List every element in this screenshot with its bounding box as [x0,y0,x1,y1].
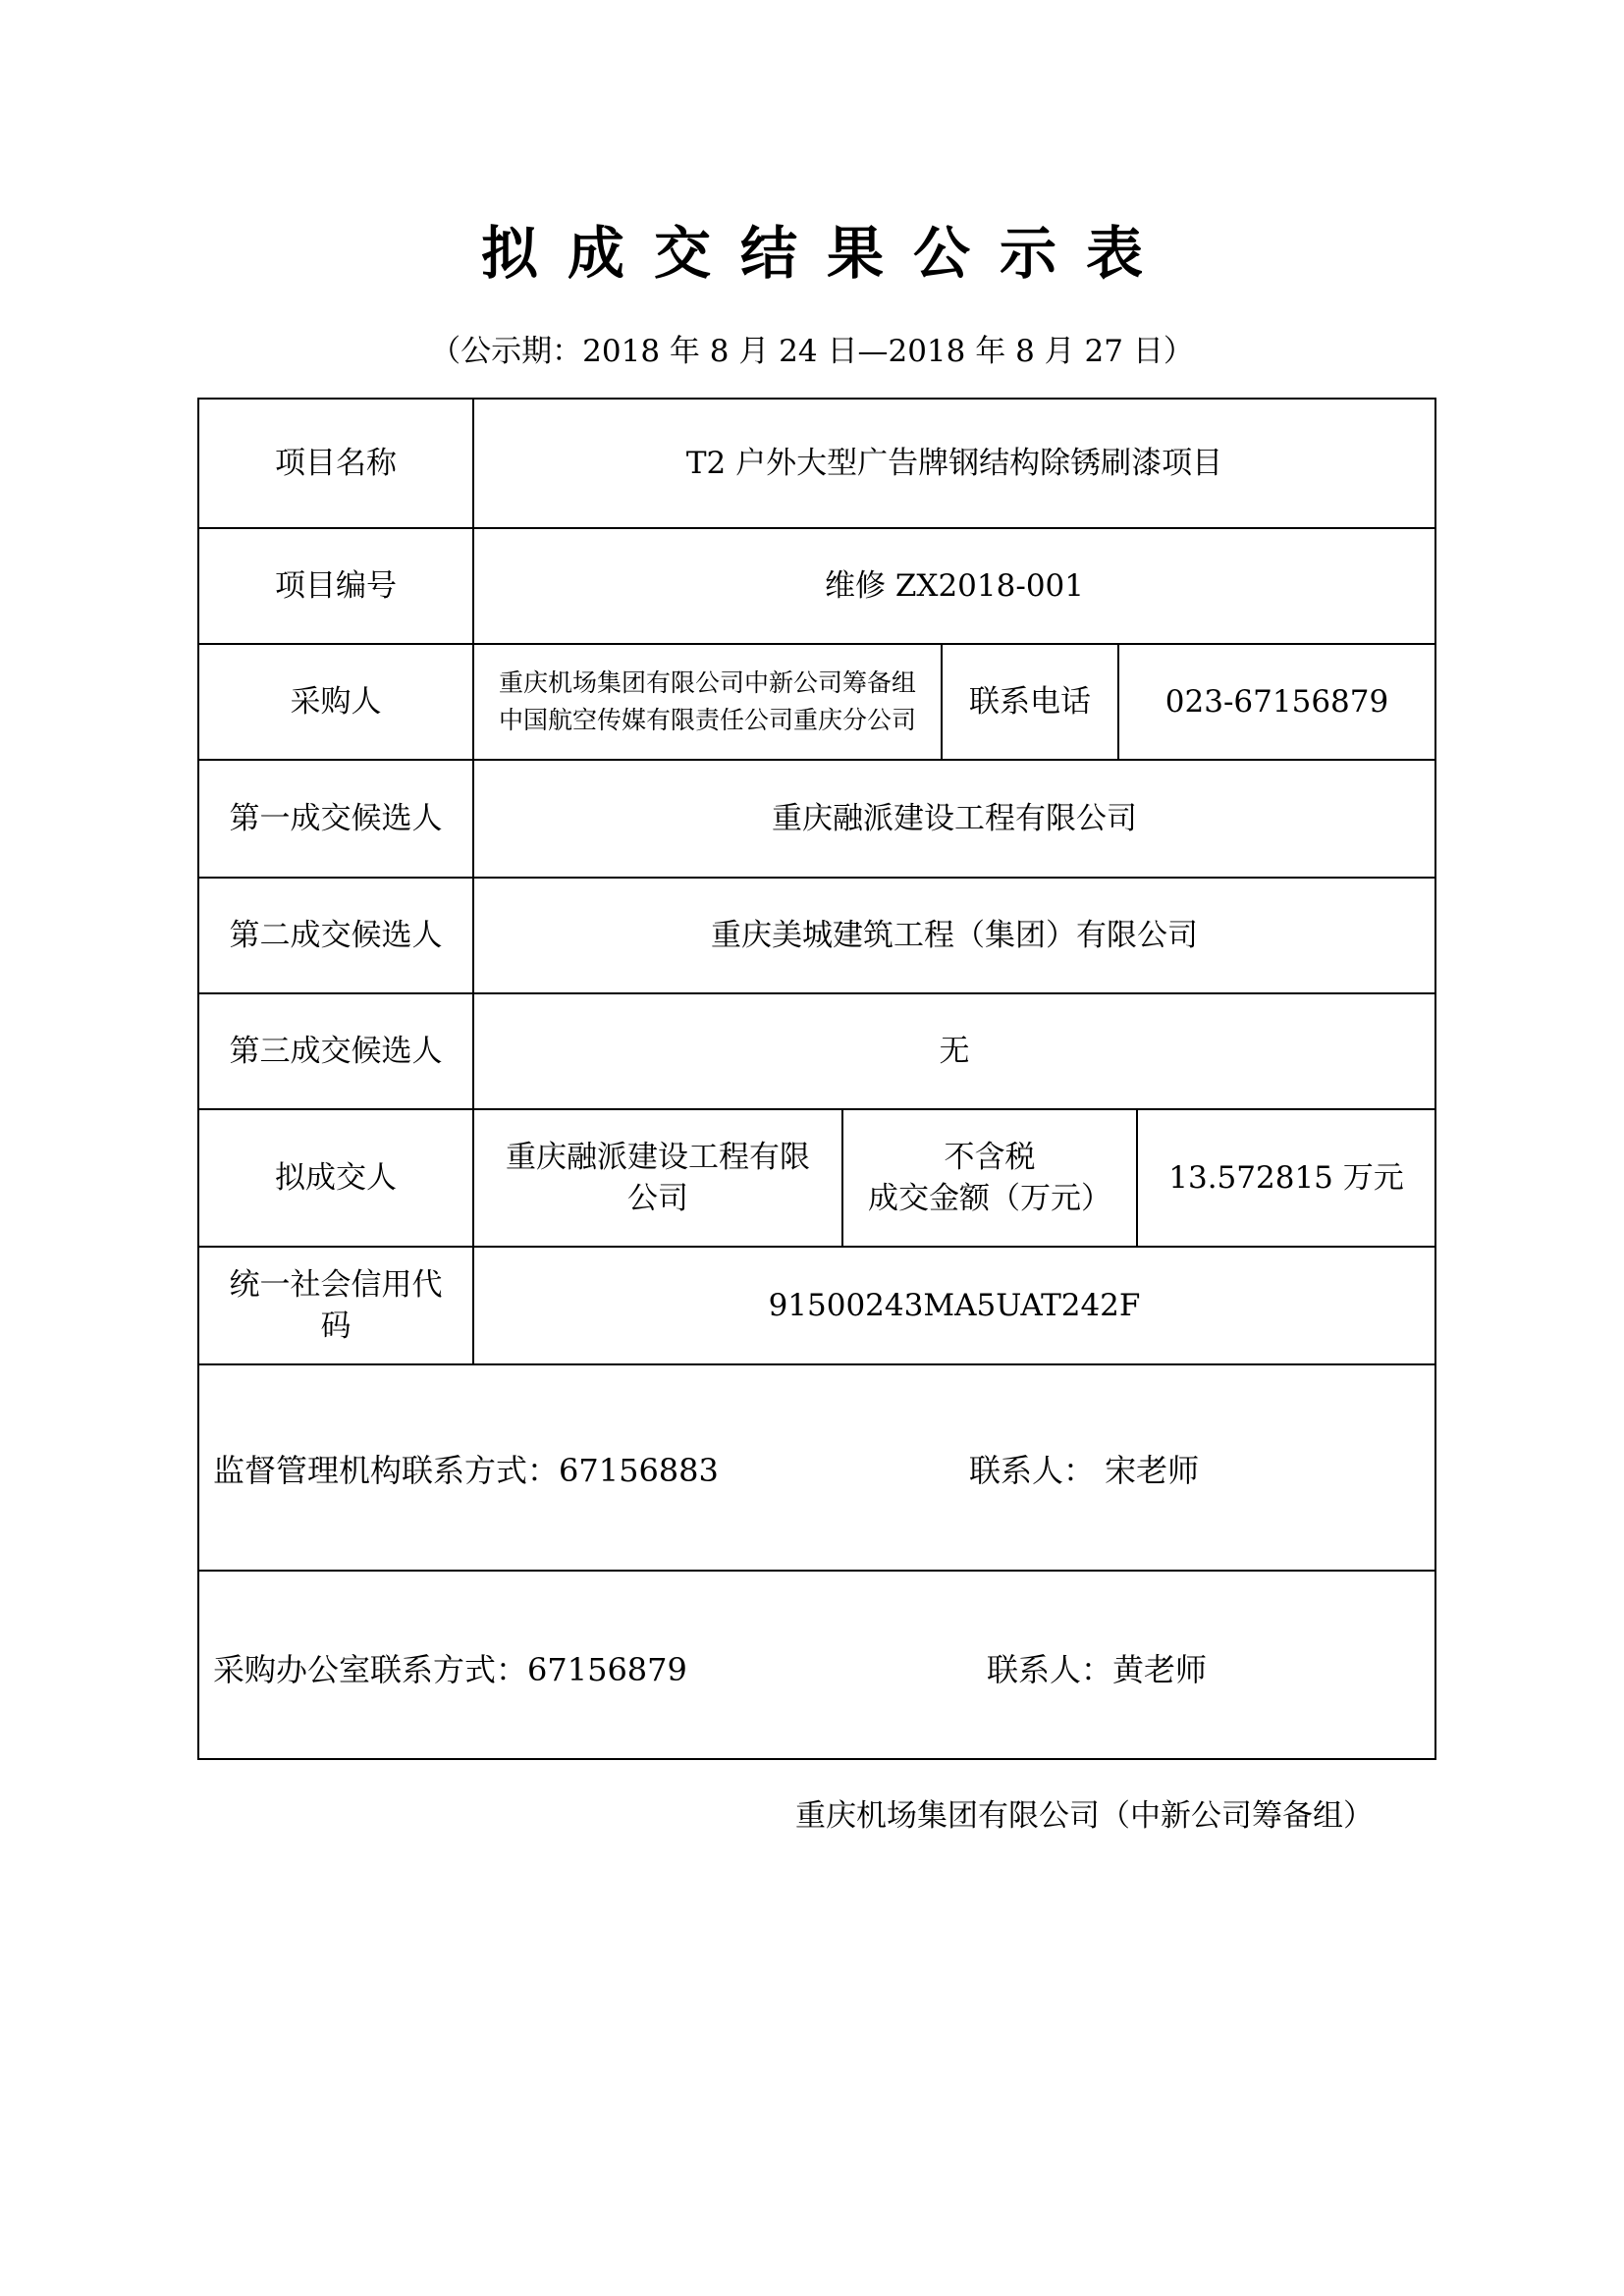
proposed-company-line-2: 公司 [627,1181,688,1216]
supervision-contact: 联系人： 宋老师 [969,1452,1200,1489]
phone-value: 023-67156879 [1164,684,1389,720]
candidate-3-value: 无 [939,1034,970,1069]
procurement-contact: 联系人：黄老师 [987,1651,1208,1688]
publicity-period: （公示期：2018 年 8 月 24 日—2018 年 8 月 27 日） [430,334,1194,369]
project-name-label: 项目名称 [199,400,474,527]
proposed-company-line-1: 重庆融派建设工程有限 [506,1140,810,1175]
proposed-label: 拟成交人 [199,1110,474,1246]
amount-label-line-1: 不含税 [944,1140,1036,1175]
amount-value: 13.572815 万元 [1168,1160,1404,1196]
phone-label: 联系电话 [943,645,1119,759]
row-credit-code [199,1248,1435,1365]
page-title: 拟成交结果公示表 [480,220,1172,287]
issuer-signature: 重庆机场集团有限公司（中新公司筹备组） [795,1798,1374,1834]
purchaser-line-1: 重庆机场集团有限公司中新公司筹备组 [498,668,916,697]
result-table [197,398,1436,1760]
row-project-number [199,529,1435,645]
row-candidate-1 [199,761,1435,879]
row-candidate-2 [199,879,1435,994]
row-procurement [199,1572,1435,1758]
procurement-text: 采购办公室联系方式：67156879 [213,1651,687,1688]
credit-code-label-line-2: 码 [320,1308,352,1344]
purchaser-line-2: 中国航空传媒有限责任公司重庆分公司 [498,706,916,734]
amount-label [843,1110,1138,1246]
purchaser-value [474,645,943,759]
supervision-text: 监督管理机构联系方式：67156883 [213,1452,719,1489]
credit-code-value: 91500243MA5UAT242F [768,1288,1141,1323]
amount-label-line-2: 成交金额（万元） [868,1181,1111,1216]
purchaser-label: 采购人 [199,645,474,759]
project-name-value: T2 户外大型广告牌钢结构除锈刷漆项目 [685,446,1223,481]
project-number-label: 项目编号 [199,529,474,643]
candidate-1-label: 第一成交候选人 [199,761,474,877]
candidate-2-label: 第二成交候选人 [199,879,474,992]
row-proposed [199,1110,1435,1248]
candidate-1-value: 重庆融派建设工程有限公司 [772,801,1137,836]
credit-code-label-line-1: 统一社会信用代 [229,1267,443,1303]
project-number-value: 维修 ZX2018-001 [825,568,1084,604]
proposed-company [474,1110,843,1246]
credit-code-label [199,1248,474,1363]
row-purchaser [199,645,1435,761]
row-candidate-3 [199,994,1435,1110]
candidate-2-value: 重庆美城建筑工程（集团）有限公司 [711,918,1198,953]
row-project-name [199,400,1435,529]
row-supervision [199,1365,1435,1572]
candidate-3-label: 第三成交候选人 [199,994,474,1108]
